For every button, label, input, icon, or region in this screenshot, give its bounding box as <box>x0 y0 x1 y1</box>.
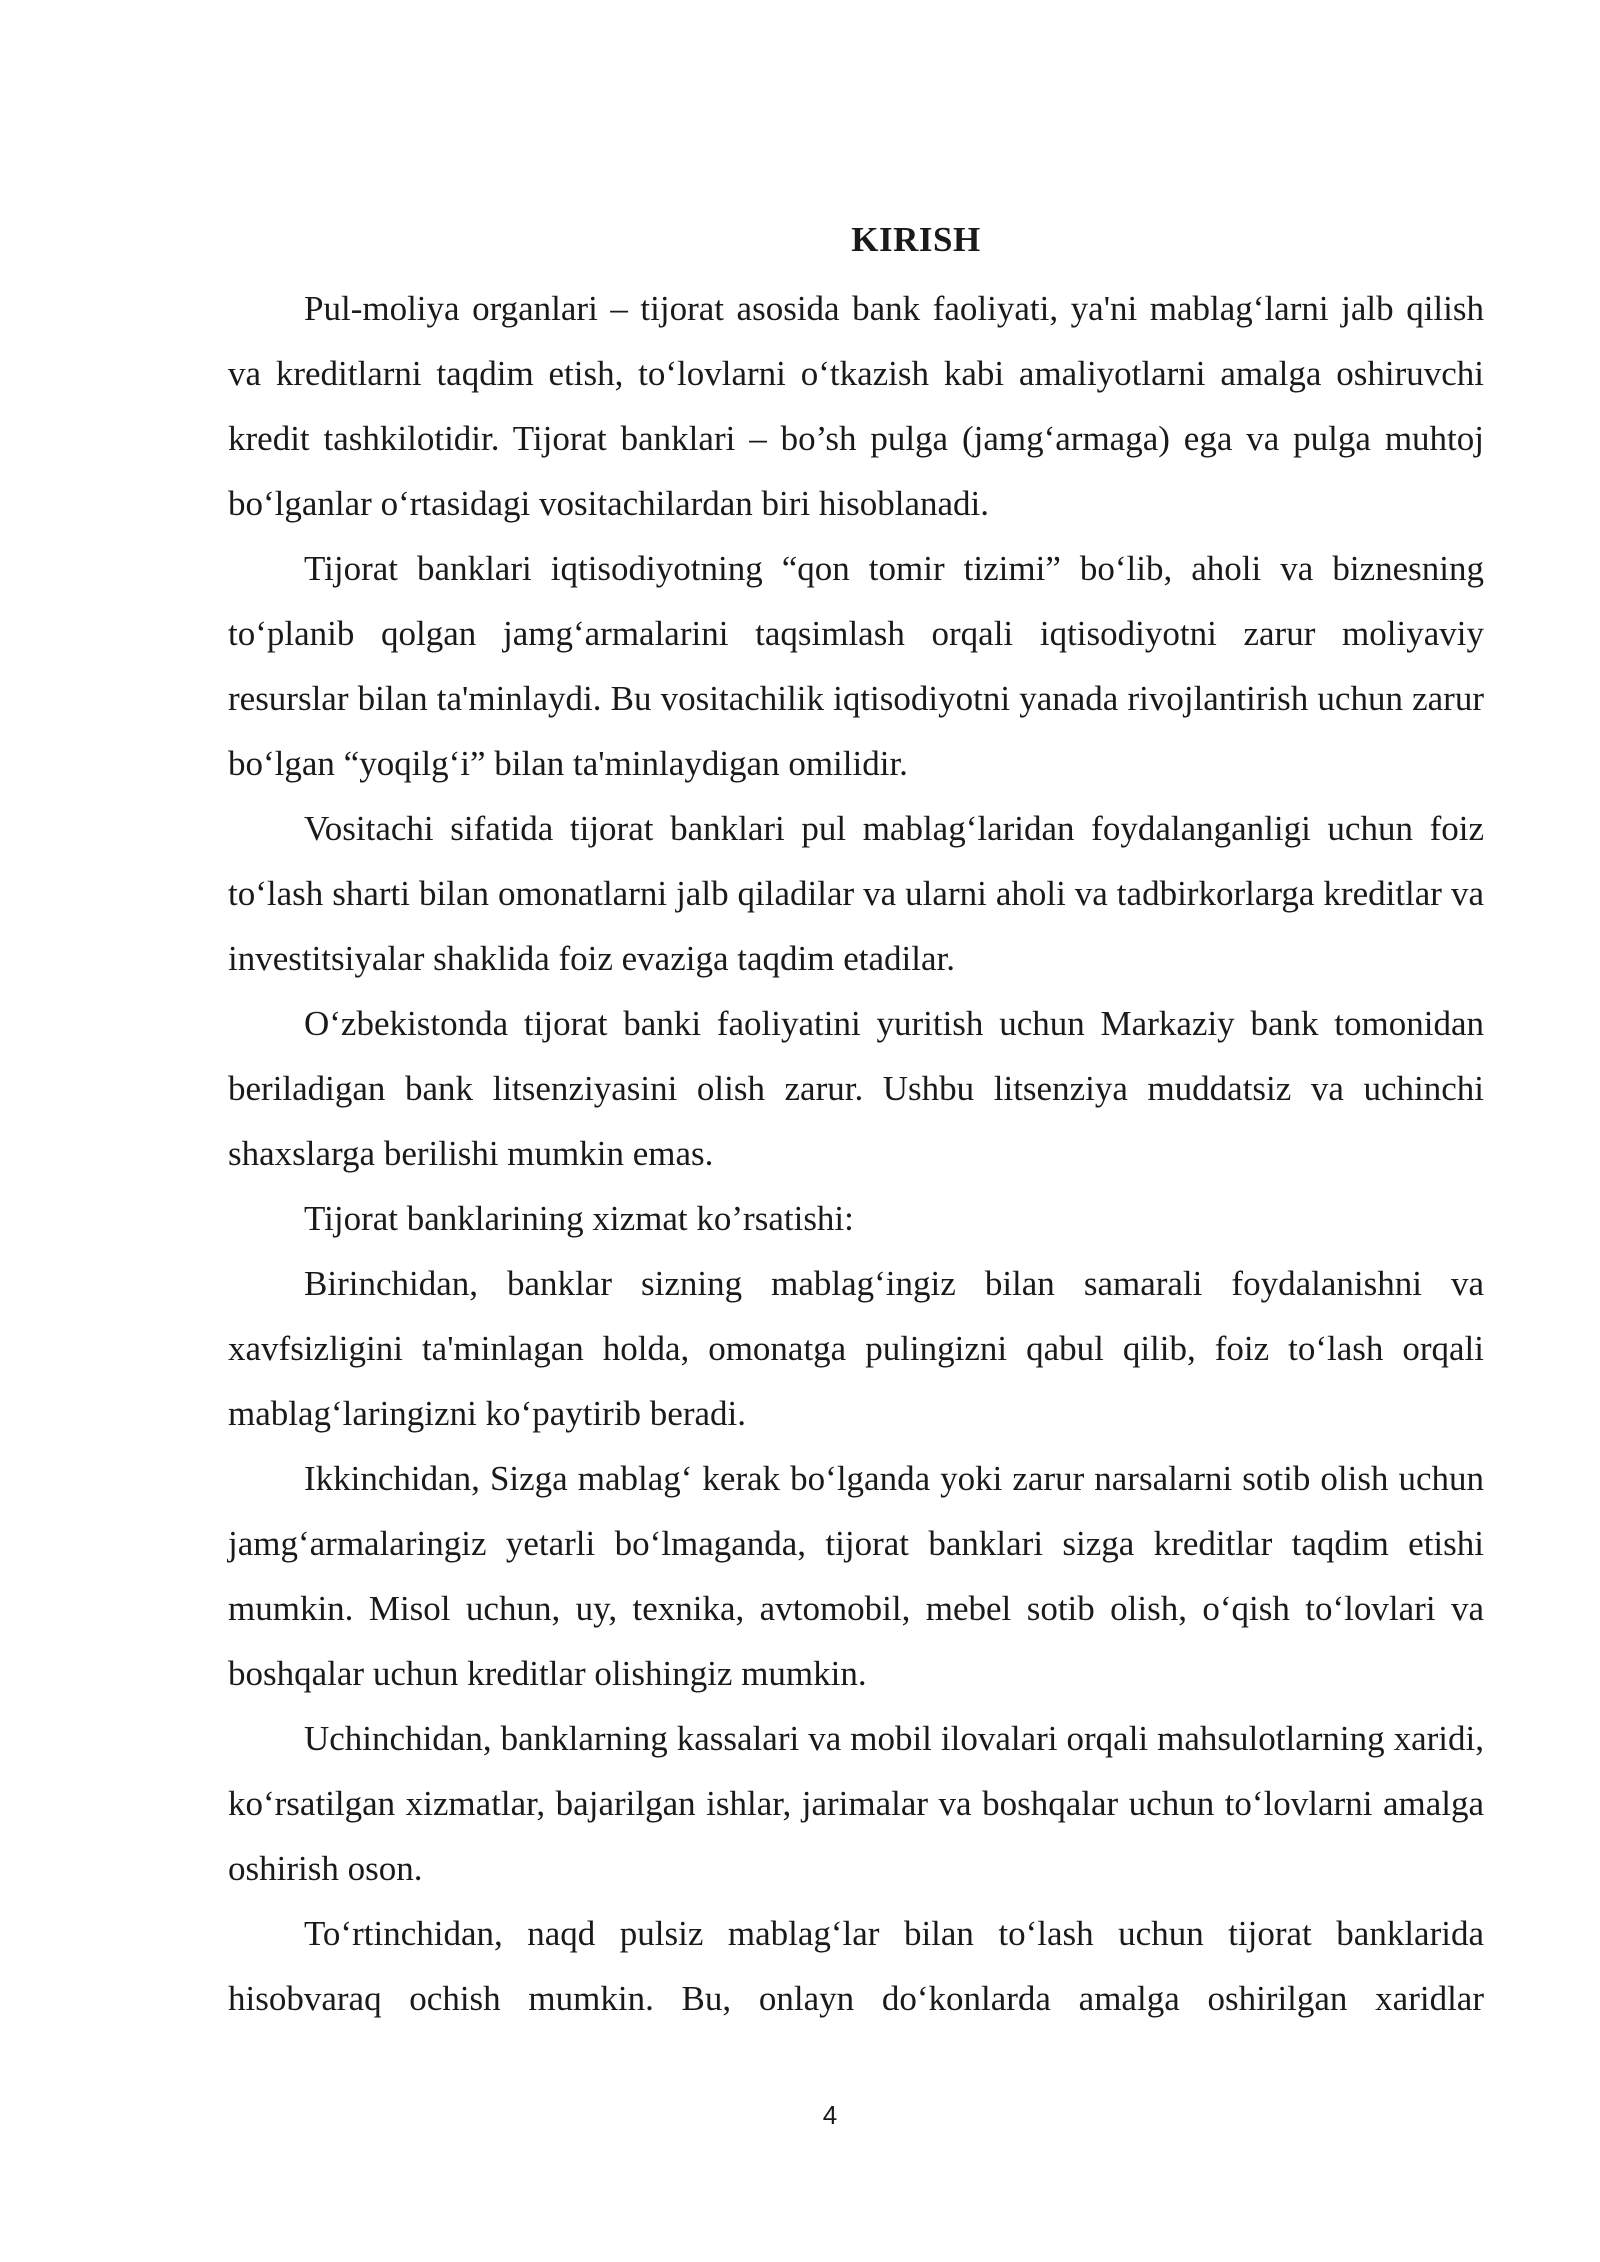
paragraph-7: Ikkinchidan, Sizga mablag‘ kerak bo‘lganda yoki zarur narsalarni sotib olish uchun jamg‘armalaringiz yetarli bo‘lmaganda, tijorat banklari sizga kreditlar taqdim etishi mumkin. Misol uchun, uy, texnika, avtomobil, mebel sotib olish, o‘qish to‘lovlari va boshqalar uchun kreditlar olishingiz mumkin. <box>228 1459 1484 1693</box>
page-title: KIRISH <box>851 220 981 259</box>
paragraph-3: Vositachi sifatida tijorat banklari pul mablag‘laridan foydalanganligi uchun foiz to‘lash sharti bilan omonatlarni jalb qiladilar va ularni aholi va tadbirkorlarga kreditlar va investitsiyalar shaklida foiz evaziga taqdim etadilar. <box>228 809 1484 978</box>
paragraph-2: Tijorat banklari iqtisodiyotning “qon tomir tizimi” bo‘lib, aholi va biznesning to‘planib qolgan jamg‘armalarini taqsimlash orqali iqtisodiyotni zarur moliyaviy resurslar bilan ta'minlaydi. Bu vositachilik iqtisodiyotni yanada rivojlantirish uchun zarur bo‘lgan “yoqilg‘i” bilan ta'minlaydigan omilidir. <box>228 549 1484 783</box>
paragraph-6: Birinchidan, banklar sizning mablag‘ingiz bilan samarali foydalanishni va xavfsizligini ta'minlagan holda, omonatga pulingizni qabul qilib, foiz to‘lash orqali mablag‘laringizni ko‘paytirib beradi. <box>228 1264 1484 1433</box>
paragraph-1: Pul-moliya organlari – tijorat asosida bank faoliyati, ya'ni mablag‘larni jalb qilish va kreditlarni taqdim etish, to‘lovlarni o‘tkazish kabi amaliyotlarni amalga oshiruvchi kredit tashkilotidir. Tijorat banklari – bo’sh pulga (jamg‘armaga) ega va pulga muhtoj bo‘lganlar o‘rtasidagi vositachilardan biri hisoblanadi. <box>228 289 1484 523</box>
paragraph-8: Uchinchidan, banklarning kassalari va mobil ilovalari orqali mahsulotlarning xaridi, ko‘rsatilgan xizmatlar, bajarilgan ishlar, jarimalar va boshqalar uchun to‘lovlarni amalga oshirish oson. <box>228 1719 1484 1888</box>
paragraph-4: O‘zbekistonda tijorat banki faoliyatini yuritish uchun Markaziy bank tomonidan beriladigan bank litsenziyasini olish zarur. Ushbu litsenziya muddatsiz va uchinchi shaxslarga berilishi mumkin emas. <box>228 1004 1484 1173</box>
page-number: 4 <box>822 2100 838 2130</box>
paragraph-9: To‘rtinchidan, naqd pulsiz mablag‘lar bilan to‘lash uchun tijorat banklarida hisobvaraq ochish mumkin. Bu, onlayn do‘konlarda amalga oshirilgan xaridlar <box>228 1914 1484 2018</box>
paragraph-5: Tijorat banklarining xizmat ko’rsatishi: <box>304 1199 854 1238</box>
document-page <box>228 214 1484 2031</box>
